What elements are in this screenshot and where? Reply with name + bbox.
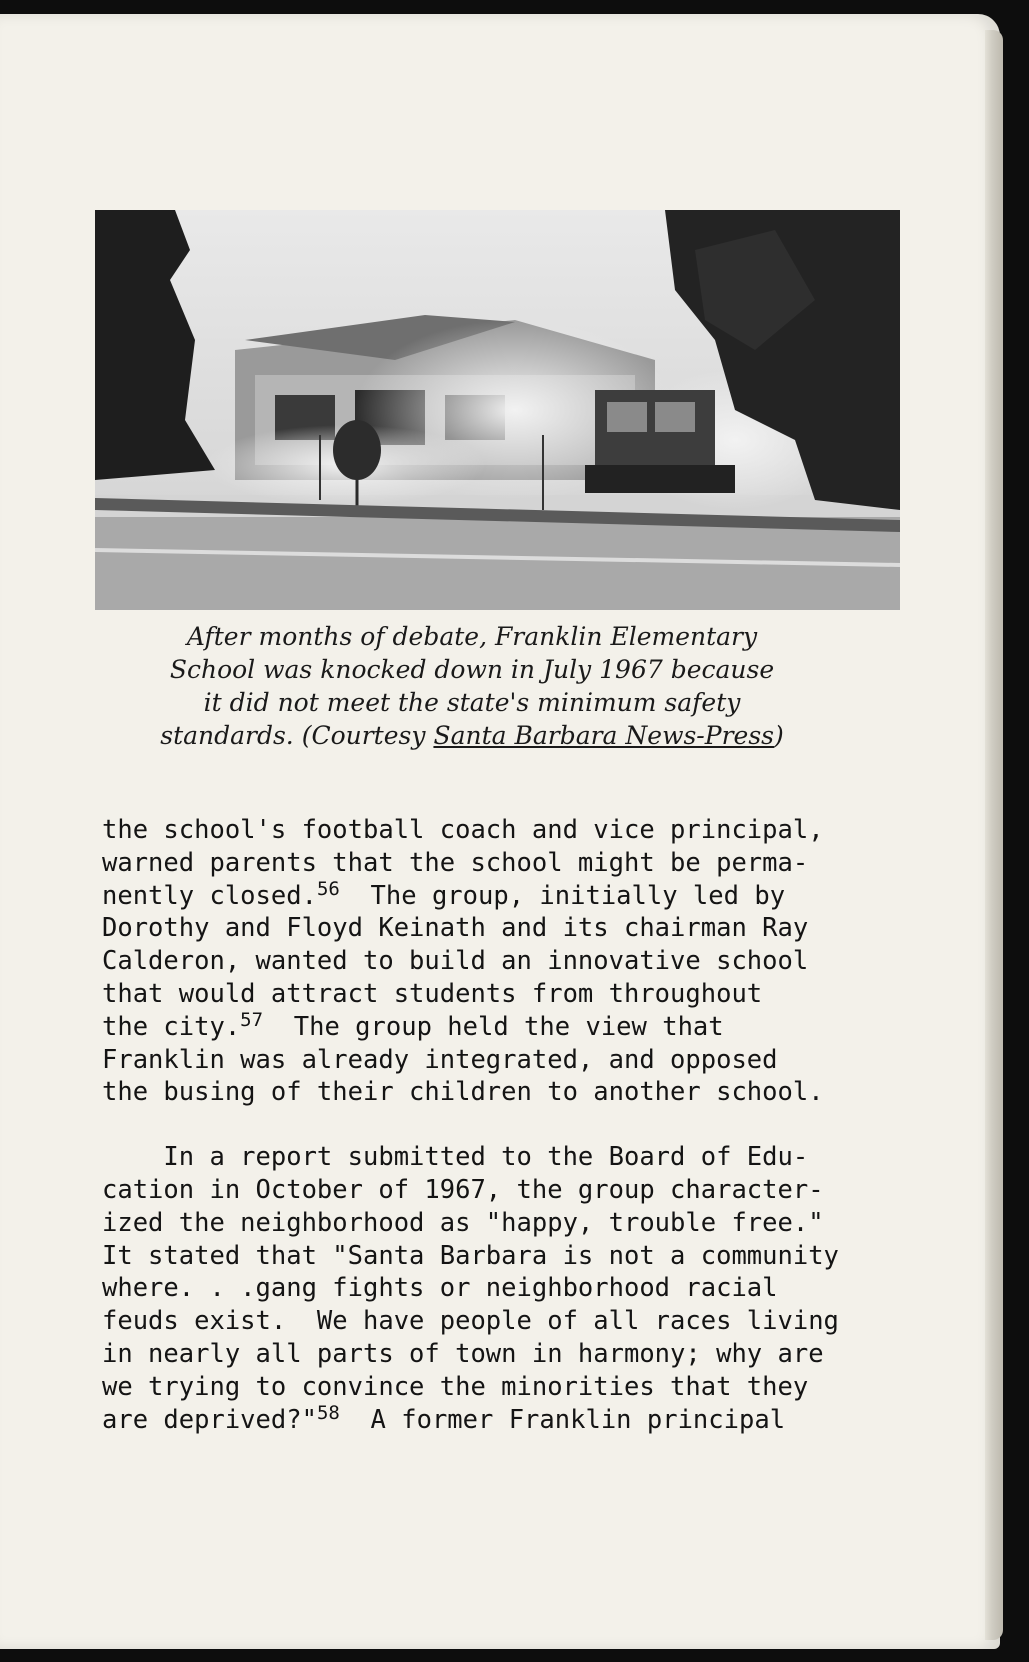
body-text — [102, 814, 902, 1436]
text-line: that would attract students from throughout — [102, 978, 763, 1009]
text-line — [102, 877, 902, 913]
photo-caption — [92, 620, 852, 752]
text-segment: The group, initially led by — [339, 880, 786, 911]
text-line — [102, 1008, 902, 1044]
caption-text: standards. (Courtesy — [160, 721, 434, 750]
demolition-photo — [95, 210, 900, 610]
text-line: Franklin was already integrated, and opposed — [102, 1044, 778, 1075]
text-segment: are deprived?" — [102, 1404, 317, 1435]
paragraph-gap — [102, 1109, 902, 1141]
text-line: cation in October of 1967, the group character- — [102, 1174, 824, 1205]
caption-line: School was knocked down in July 1967 because — [169, 655, 775, 684]
text-line: in nearly all parts of town in harmony; why are — [102, 1338, 824, 1369]
footnote-marker: 58 — [316, 1401, 340, 1424]
text-line: where. . .gang fights or neighborhood racial — [102, 1273, 778, 1304]
caption-line: After months of debate, Franklin Elementary — [186, 622, 758, 651]
text-line: In a report submitted to the Board of Edu- — [102, 1142, 809, 1173]
caption-line: it did not meet the state's minimum safety — [203, 688, 741, 717]
footnote-marker: 56 — [316, 877, 340, 900]
text-line: Dorothy and Floyd Keinath and its chairman Ray — [102, 913, 809, 944]
text-line: warned parents that the school might be perma- — [102, 847, 809, 878]
text-line: the busing of their children to another school. — [102, 1077, 824, 1108]
text-segment: The group held the view that — [263, 1011, 724, 1042]
caption-line — [92, 719, 852, 752]
page-edge — [985, 30, 1003, 1640]
text-segment: the city. — [102, 1011, 241, 1042]
text-line: we trying to convince the minorities that they — [102, 1371, 809, 1402]
text-line: ized the neighborhood as "happy, trouble free." — [102, 1207, 824, 1238]
text-line: the school's football coach and vice principal, — [102, 815, 824, 845]
text-line: feuds exist. We have people of all races living — [102, 1306, 839, 1337]
caption-credit: Santa Barbara News-Press — [433, 721, 774, 750]
text-segment: A former Franklin principal — [339, 1404, 786, 1435]
footnote-marker: 57 — [240, 1008, 264, 1031]
text-line: Calderon, wanted to build an innovative school — [102, 946, 809, 977]
text-line — [102, 1401, 902, 1437]
caption-text: ) — [773, 721, 784, 750]
text-segment: nently closed. — [102, 880, 317, 911]
text-line: It stated that "Santa Barbara is not a community — [102, 1240, 839, 1271]
